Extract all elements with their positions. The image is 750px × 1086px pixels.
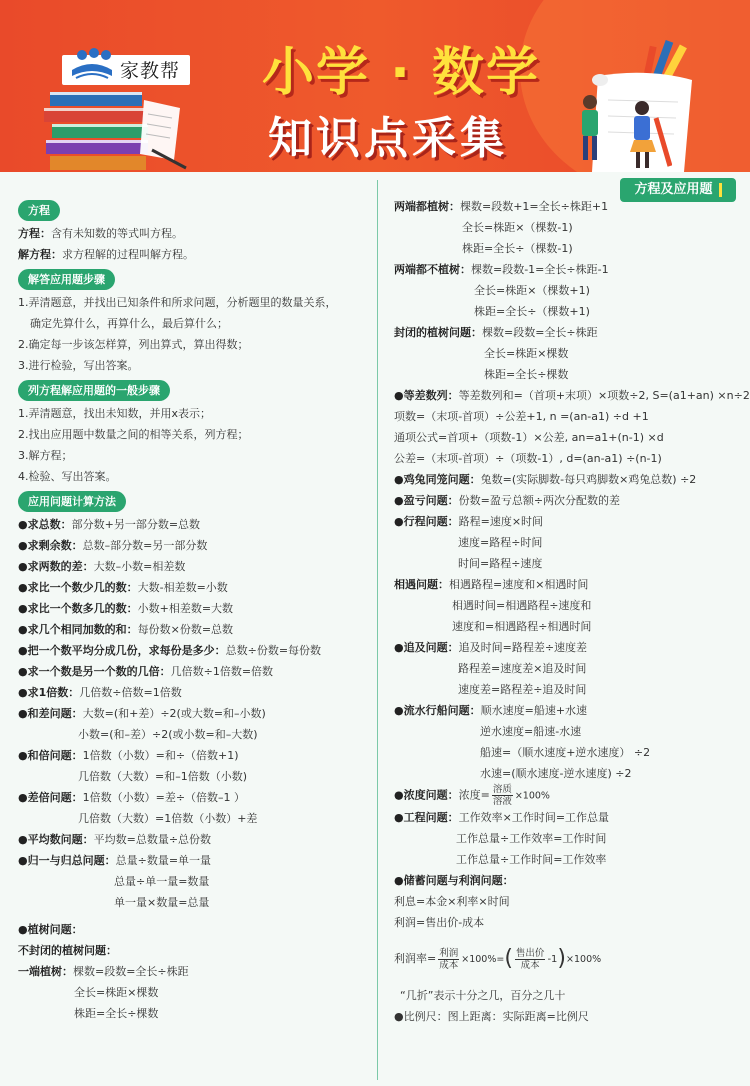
heading-equation: 方程 <box>18 200 60 221</box>
tree-both-ends: 两端都植树：棵数=段数+1=全长÷株距+1 <box>394 200 609 213</box>
tree-closed-line3: 株距=全长÷棵数 <box>484 368 569 381</box>
heading-methods: 应用问题计算方法 <box>18 491 126 512</box>
concentration-problem: ●浓度问题：浓度= $\frac{\text{溶质}}{\text{溶液}}$ ×100% <box>394 784 550 807</box>
arithmetic-line2: 项数=（末项-首项）÷公差+1, n =(an-a1) ÷d +1 <box>394 410 649 423</box>
header-banner <box>0 0 750 172</box>
step-item: 确定先算什么，再算什么，最后算什么； <box>30 317 228 330</box>
boat-problem: ●流水行船问题：顺水速度=船速+水速 <box>394 704 588 717</box>
meet-line3: 速度和=相遇路程÷相遇时间 <box>452 620 592 633</box>
sum-diff-line2: 小数=(和–差）÷2(或小数=和–大数) <box>78 728 258 741</box>
scale-note: ●比例尺：图上距离：实际距离=比例尺 <box>394 1010 589 1023</box>
logo-readers-icon <box>68 46 116 86</box>
heading-steps: 解答应用题步骤 <box>18 269 115 290</box>
arithmetic-line3: 通项公式=首项+（项数-1）×公差, an=a1+(n-1) ×d <box>394 431 664 444</box>
equation-step-item: 1.弄清题意，找出未知数，并用x表示； <box>18 407 212 420</box>
method-row: ●求1倍数：几倍数÷倍数=1倍数 <box>18 686 182 699</box>
diff-times-line2: 几倍数（大数）=1倍数（小数）+差 <box>78 812 258 825</box>
chicken-rabbit-problem: ●鸡兔同笼问题：兔数=(实际脚数-每只鸡脚数×鸡兔总数) ÷2 <box>394 473 697 486</box>
method-row: ●求比一个数多几的数：小数+相差数=大数 <box>18 602 234 615</box>
boat-line2: 逆水速度=船速-水速 <box>480 725 582 738</box>
tree-neither-end-line3: 株距=全长÷（棵数+1) <box>474 305 590 318</box>
meet-problem: 相遇问题：相遇路程=速度和×相遇时间 <box>394 578 589 591</box>
tree-both-ends-line2: 全长=株距×（棵数-1) <box>462 221 573 234</box>
logo-text: 家教帮 <box>120 60 181 82</box>
interest-line2: 利润=售出价-成本 <box>394 916 485 929</box>
arithmetic-sequence: ●等差数列：等差数列和=（首项+末项）×项数÷2, S=(a1+an) ×n÷2 <box>394 389 750 402</box>
equation-definition: 方程：含有未知数的等式叫方程。 <box>18 227 183 240</box>
diff-times-problem: ●差倍问题：1倍数（小数）=差÷（倍数–1 ） <box>18 791 246 804</box>
surplus-problem: ●盈亏问题：份数=盈亏总额÷两次分配数的差 <box>394 494 621 507</box>
banner-title-line1: 小学 · 数学 <box>262 43 540 103</box>
chase-problem: ●追及问题：追及时间=路程差÷速度差 <box>394 641 588 654</box>
work-line2: 工作总量÷工作效率=工作时间 <box>456 832 607 845</box>
concentration-fraction: $\frac{\text{溶质}}{\text{溶液}}$ <box>492 784 512 807</box>
equation-step-item: 4.检验、写出答案。 <box>18 470 117 483</box>
method-row: ●求总数：部分数+另一部分数=总数 <box>18 518 201 531</box>
work-line3: 工作总量÷工作时间=工作效率 <box>456 853 607 866</box>
section-tag-accent <box>719 183 722 197</box>
unitary-line2: 总量÷单一量=数量 <box>114 875 210 888</box>
book-stack-icon <box>40 90 190 172</box>
tree-both-ends-line3: 株距=全长÷（棵数-1) <box>462 242 573 255</box>
unitary-problem: ●归一与归总问题：总量÷数量=单一量 <box>18 854 212 867</box>
step-item: 1.弄清题意，并找出已知条件和所求问题，分析题里的数量关系， <box>18 296 337 309</box>
banner-title-line2: 知识点采集 <box>268 113 508 164</box>
heading-equation-steps: 列方程解应用题的一般步骤 <box>18 380 170 401</box>
tree-neither-end: 两端都不植树：棵数=段数-1=全长÷株距-1 <box>394 263 609 276</box>
section-tag-label: 方程及应用题 <box>634 182 713 197</box>
column-divider <box>377 180 378 1080</box>
tree-not-closed: 不封闭的植树问题： <box>18 944 117 957</box>
tree-heading: ●植树问题： <box>18 923 83 936</box>
arithmetic-line4: 公差=（末项-首项）÷（项数-1）, d=(an-a1) ÷(n-1) <box>394 452 662 465</box>
solve-definition: 解方程：求方程解的过程叫解方程。 <box>18 248 194 261</box>
meet-line2: 相遇时间=相遇路程÷速度和 <box>452 599 592 612</box>
sum-diff-problem: ●和差问题：大数=(和+差）÷2(或大数=和–小数) <box>18 707 266 720</box>
method-row: ●把一个数平均分成几份，求每份是多少：总数÷份数=每份数 <box>18 644 322 657</box>
method-row: ●求比一个数少几的数：大数-相差数=小数 <box>18 581 228 594</box>
tree-closed-line2: 全长=株距×棵数 <box>484 347 569 360</box>
travel-line3: 时间=路程÷速度 <box>458 557 543 570</box>
boat-line4: 水速=(顺水速度-逆水速度) ÷2 <box>480 767 632 780</box>
tree-one-end-line3: 株距=全长÷棵数 <box>74 1007 159 1020</box>
equation-step-item: 3.解方程； <box>18 449 73 462</box>
unitary-line3: 单一量×数量=总量 <box>114 896 210 909</box>
students-icon <box>572 92 672 172</box>
work-problem: ●工程问题：工作效率×工作时间=工作总量 <box>394 811 610 824</box>
equation-step-item: 2.找出应用题中数量之间的相等关系，列方程； <box>18 428 249 441</box>
average-problem: ●平均数问题：平均数=总数量÷总份数 <box>18 833 212 846</box>
chase-line3: 速度差=路程差÷追及时间 <box>458 683 587 696</box>
method-row: ●求几个相同加数的和：每份数×份数=总数 <box>18 623 234 636</box>
discount-note: “几折”表示十分之几，百分之几十 <box>400 989 566 1002</box>
interest-line1: 利息=本金×利率×时间 <box>394 895 510 908</box>
method-row: ●求剩余数：总数–部分数=另一部分数 <box>18 539 208 552</box>
method-row: ●求两数的差：大数–小数=相差数 <box>18 560 186 573</box>
travel-line2: 速度=路程÷时间 <box>458 536 543 549</box>
sum-times-line2: 几倍数（大数）=和–1倍数（小数) <box>78 770 248 783</box>
interest-heading: ●储蓄问题与利润问题： <box>394 874 514 887</box>
tree-neither-end-line2: 全长=株距×（棵数+1) <box>474 284 590 297</box>
tree-one-end-line2: 全长=株距×棵数 <box>74 986 159 999</box>
tree-one-end: 一端植树：棵数=段数=全长÷株距 <box>18 965 189 978</box>
left-column <box>18 196 370 1024</box>
step-item: 3.进行检验，写出答案。 <box>18 359 139 372</box>
sum-times-problem: ●和倍问题：1倍数（小数）=和÷（倍数+1) <box>18 749 239 762</box>
travel-problem: ●行程问题：路程=速度×时间 <box>394 515 544 528</box>
tree-closed: 封闭的植树问题：棵数=段数=全长÷株距 <box>394 326 598 339</box>
right-column <box>394 196 750 1027</box>
method-row: ●求一个数是另一个数的几倍：几倍数÷1倍数=倍数 <box>18 665 274 678</box>
boat-line3: 船速=（顺水速度+逆水速度） ÷2 <box>480 746 651 759</box>
step-item: 2.确定每一步该怎样算，列出算式，算出得数； <box>18 338 249 351</box>
chase-line2: 路程差=速度差×追及时间 <box>458 662 587 675</box>
profit-rate-formula: 利润率= $\frac{\text{利润}}{\text{成本}}$ ×100%=( $\frac{\text{售出价}}{\text{成本}}$ -1)×100% <box>394 946 602 971</box>
